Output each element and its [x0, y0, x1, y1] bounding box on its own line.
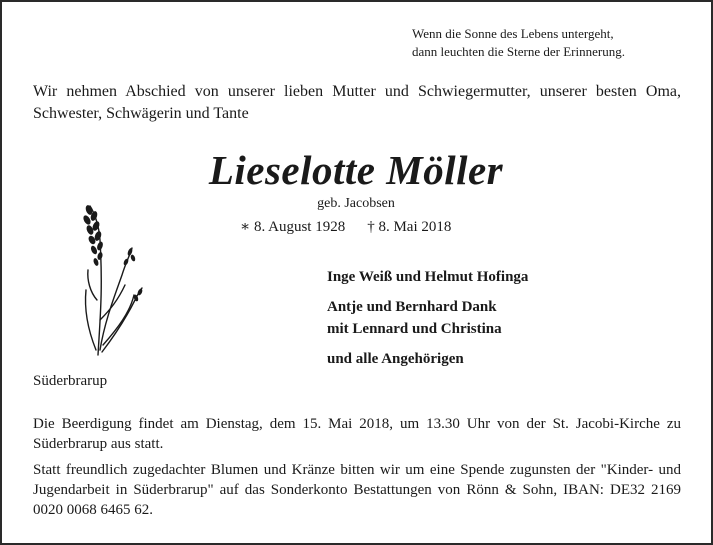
quote-line-2: dann leuchten die Sterne der Erinnerung. — [412, 44, 625, 59]
farewell-intro: Wir nehmen Abschied von unserer lieben Mutter und Schwiegermutter, unserer besten Oma, Schwester, Schwägerin und Tante — [33, 83, 681, 122]
mourner-line-2: Antje und Bernhard Dank — [327, 299, 497, 315]
mourner-line-1: Inge Weiß und Helmut Hofinga — [327, 269, 529, 285]
quote-line-1: Wenn die Sonne des Lebens untergeht, — [412, 26, 614, 41]
death-date: † 8. Mai 2018 — [367, 219, 452, 235]
mourner-line-3: mit Lennard und Christina — [327, 321, 502, 337]
place-name: Süderbrarup — [33, 373, 108, 389]
mourner-line-4: und alle Angehörigen — [327, 351, 464, 367]
donation-info: Statt freundlich zugedachter Blumen und Kränze bitten wir um eine Spende zugunsten der "Kinder- und Jugendarbeit in Süderbrarup" auf das Sonderkonto Bestattungen von Rönn & Sohn, IBAN: DE32 2169 0020 0068 6465 62. — [33, 462, 681, 518]
deceased-name: Lieselotte Möller — [208, 147, 504, 193]
maiden-name: geb. Jacobsen — [317, 196, 395, 211]
birth-date: ∗ 8. August 1928 — [240, 219, 346, 235]
memorial-quote — [412, 25, 702, 61]
life-dates — [240, 217, 451, 236]
mourners-list — [327, 266, 528, 370]
grass-illustration — [70, 200, 150, 360]
funeral-info: Die Beerdigung findet am Dienstag, dem 15. Mai 2018, um 13.30 Uhr von der St. Jacobi-Kirche zu Süderbrarup aus statt. — [33, 416, 681, 452]
